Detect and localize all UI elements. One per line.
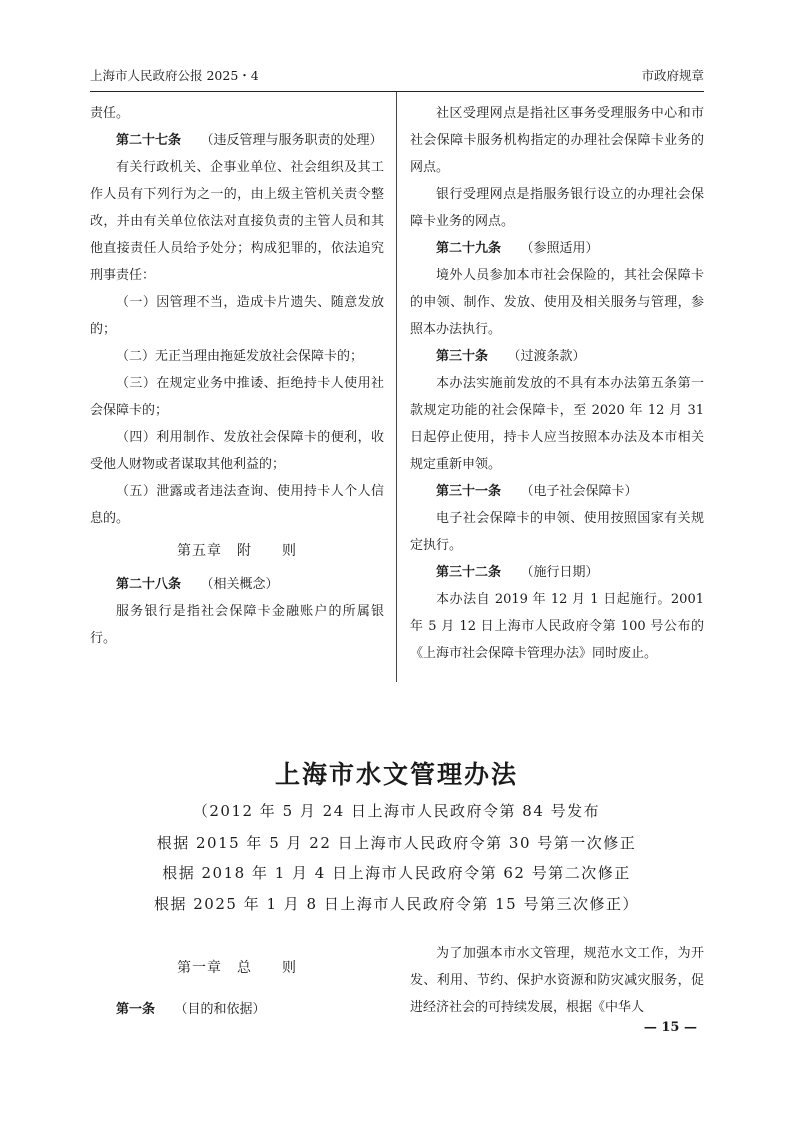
article-title: （过渡条款）: [507, 349, 586, 364]
page-number: — 15 —: [643, 1020, 697, 1035]
document-subtitle: 根据 2025 年 1 月 8 日上海市人民政府令第 15 号第三次修正）: [154, 895, 639, 913]
article-1-heading: [90, 996, 384, 1023]
article-28-body: 服务银行是指社会保障卡金融账户的所属银行。: [90, 604, 384, 646]
column-divider: [396, 92, 397, 682]
article-number: 第二十八条: [116, 577, 182, 592]
article-title: （电子社会保障卡）: [520, 484, 638, 499]
document-title: 上海市水文管理办法: [274, 760, 518, 789]
article-29-body: 境外人员参加本市社会保险的，其社会保障卡的申领、制作、发放、使用及相关服务与管理，参照本办法执行。: [410, 268, 704, 337]
section-name: 市政府规章: [641, 68, 704, 83]
article-title: （目的和依据）: [174, 1002, 266, 1017]
article-number: 第三十二条: [436, 565, 502, 580]
article-30-heading: [410, 343, 704, 370]
chapter-heading: 第一章 总 则: [177, 960, 297, 976]
article-number: 第三十条: [436, 349, 489, 364]
article-28-heading: [90, 571, 384, 598]
page-header: [90, 66, 704, 90]
article-29-heading: [410, 235, 704, 262]
paragraph: 社区受理网点是指社区事务受理服务中心和市社会保障卡服务机构指定的办理社会保障卡业务的网点。: [410, 106, 704, 175]
document-subtitle: （2012 年 5 月 24 日上海市人民政府令第 84 号发布: [192, 802, 601, 820]
list-item: （二）无正当理由拖延发放社会保障卡的；: [116, 349, 364, 364]
article-title: （相关概念）: [200, 577, 279, 592]
list-item: （三）在规定业务中推诿、拒绝持卡人使用社会保障卡的；: [90, 376, 384, 418]
publication-name: 上海市人民政府公报 2025・4: [90, 68, 259, 83]
header-rule: [90, 91, 704, 92]
list-item: （五）泄露或者违法查询、使用持卡人个人信息的。: [90, 484, 384, 526]
list-item: （四）利用制作、发放社会保障卡的便利，收受他人财物或者谋取其他利益的；: [90, 430, 384, 472]
document-subtitle: 根据 2018 年 1 月 4 日上海市人民政府令第 62 号第二次修正: [162, 864, 631, 882]
paragraph: 责任。: [90, 106, 130, 121]
article-27-heading: [90, 127, 384, 154]
article-title: （参照适用）: [520, 241, 599, 256]
article-number: 第二十七条: [116, 133, 182, 148]
chapter-heading: 第五章 附 则: [177, 543, 297, 559]
article-number: 第二十九条: [436, 241, 502, 256]
article-number: 第三十一条: [436, 484, 502, 499]
article-27-body: 有关行政机关、企事业单位、社会组织及其工作人员有下列行为之一的，由上级主管机关责令整改，并由有关单位依法对直接负责的主管人员和其他直接责任人员给予处分；构成犯罪的，依法追究刑事责任：: [90, 160, 384, 283]
article-31-heading: [410, 478, 704, 505]
right-column: [410, 100, 704, 667]
article-31-body: 电子社会保障卡的申领、使用按照国家有关规定执行。: [410, 511, 704, 553]
article-title: （施行日期）: [520, 565, 599, 580]
left-column: [90, 100, 384, 652]
article-30-body: 本办法实施前发放的不具有本办法第五条第一款规定功能的社会保障卡，至 2020 年 12 月 31 日起停止使用，持卡人应当按照本办法及本市相关规定重新申领。: [410, 376, 704, 472]
bottom-right-column: [410, 940, 704, 1021]
list-item: （一）因管理不当，造成卡片遗失、随意发放的；: [90, 295, 384, 337]
document-subtitle: 根据 2015 年 5 月 22 日上海市人民政府令第 30 号第一次修正: [156, 834, 637, 852]
article-32-body: 本办法自 2019 年 12 月 1 日起施行。2001 年 5 月 12 日上海市人民政府令第 100 号公布的《上海市社会保障卡管理办法》同时废止。: [410, 592, 704, 661]
article-number: 第一条: [116, 1002, 156, 1017]
bottom-left-column: [90, 955, 384, 1023]
paragraph: 银行受理网点是指服务银行设立的办理社会保障卡业务的网点。: [410, 187, 704, 229]
article-32-heading: [410, 559, 704, 586]
article-1-body: 为了加强本市水文管理，规范水文工作，为开发、利用、节约、保护水资源和防灾减灾服务，促进经济社会的可持续发展，根据《中华人: [410, 946, 704, 1015]
article-title: （违反管理与服务职责的处理）: [200, 133, 383, 148]
